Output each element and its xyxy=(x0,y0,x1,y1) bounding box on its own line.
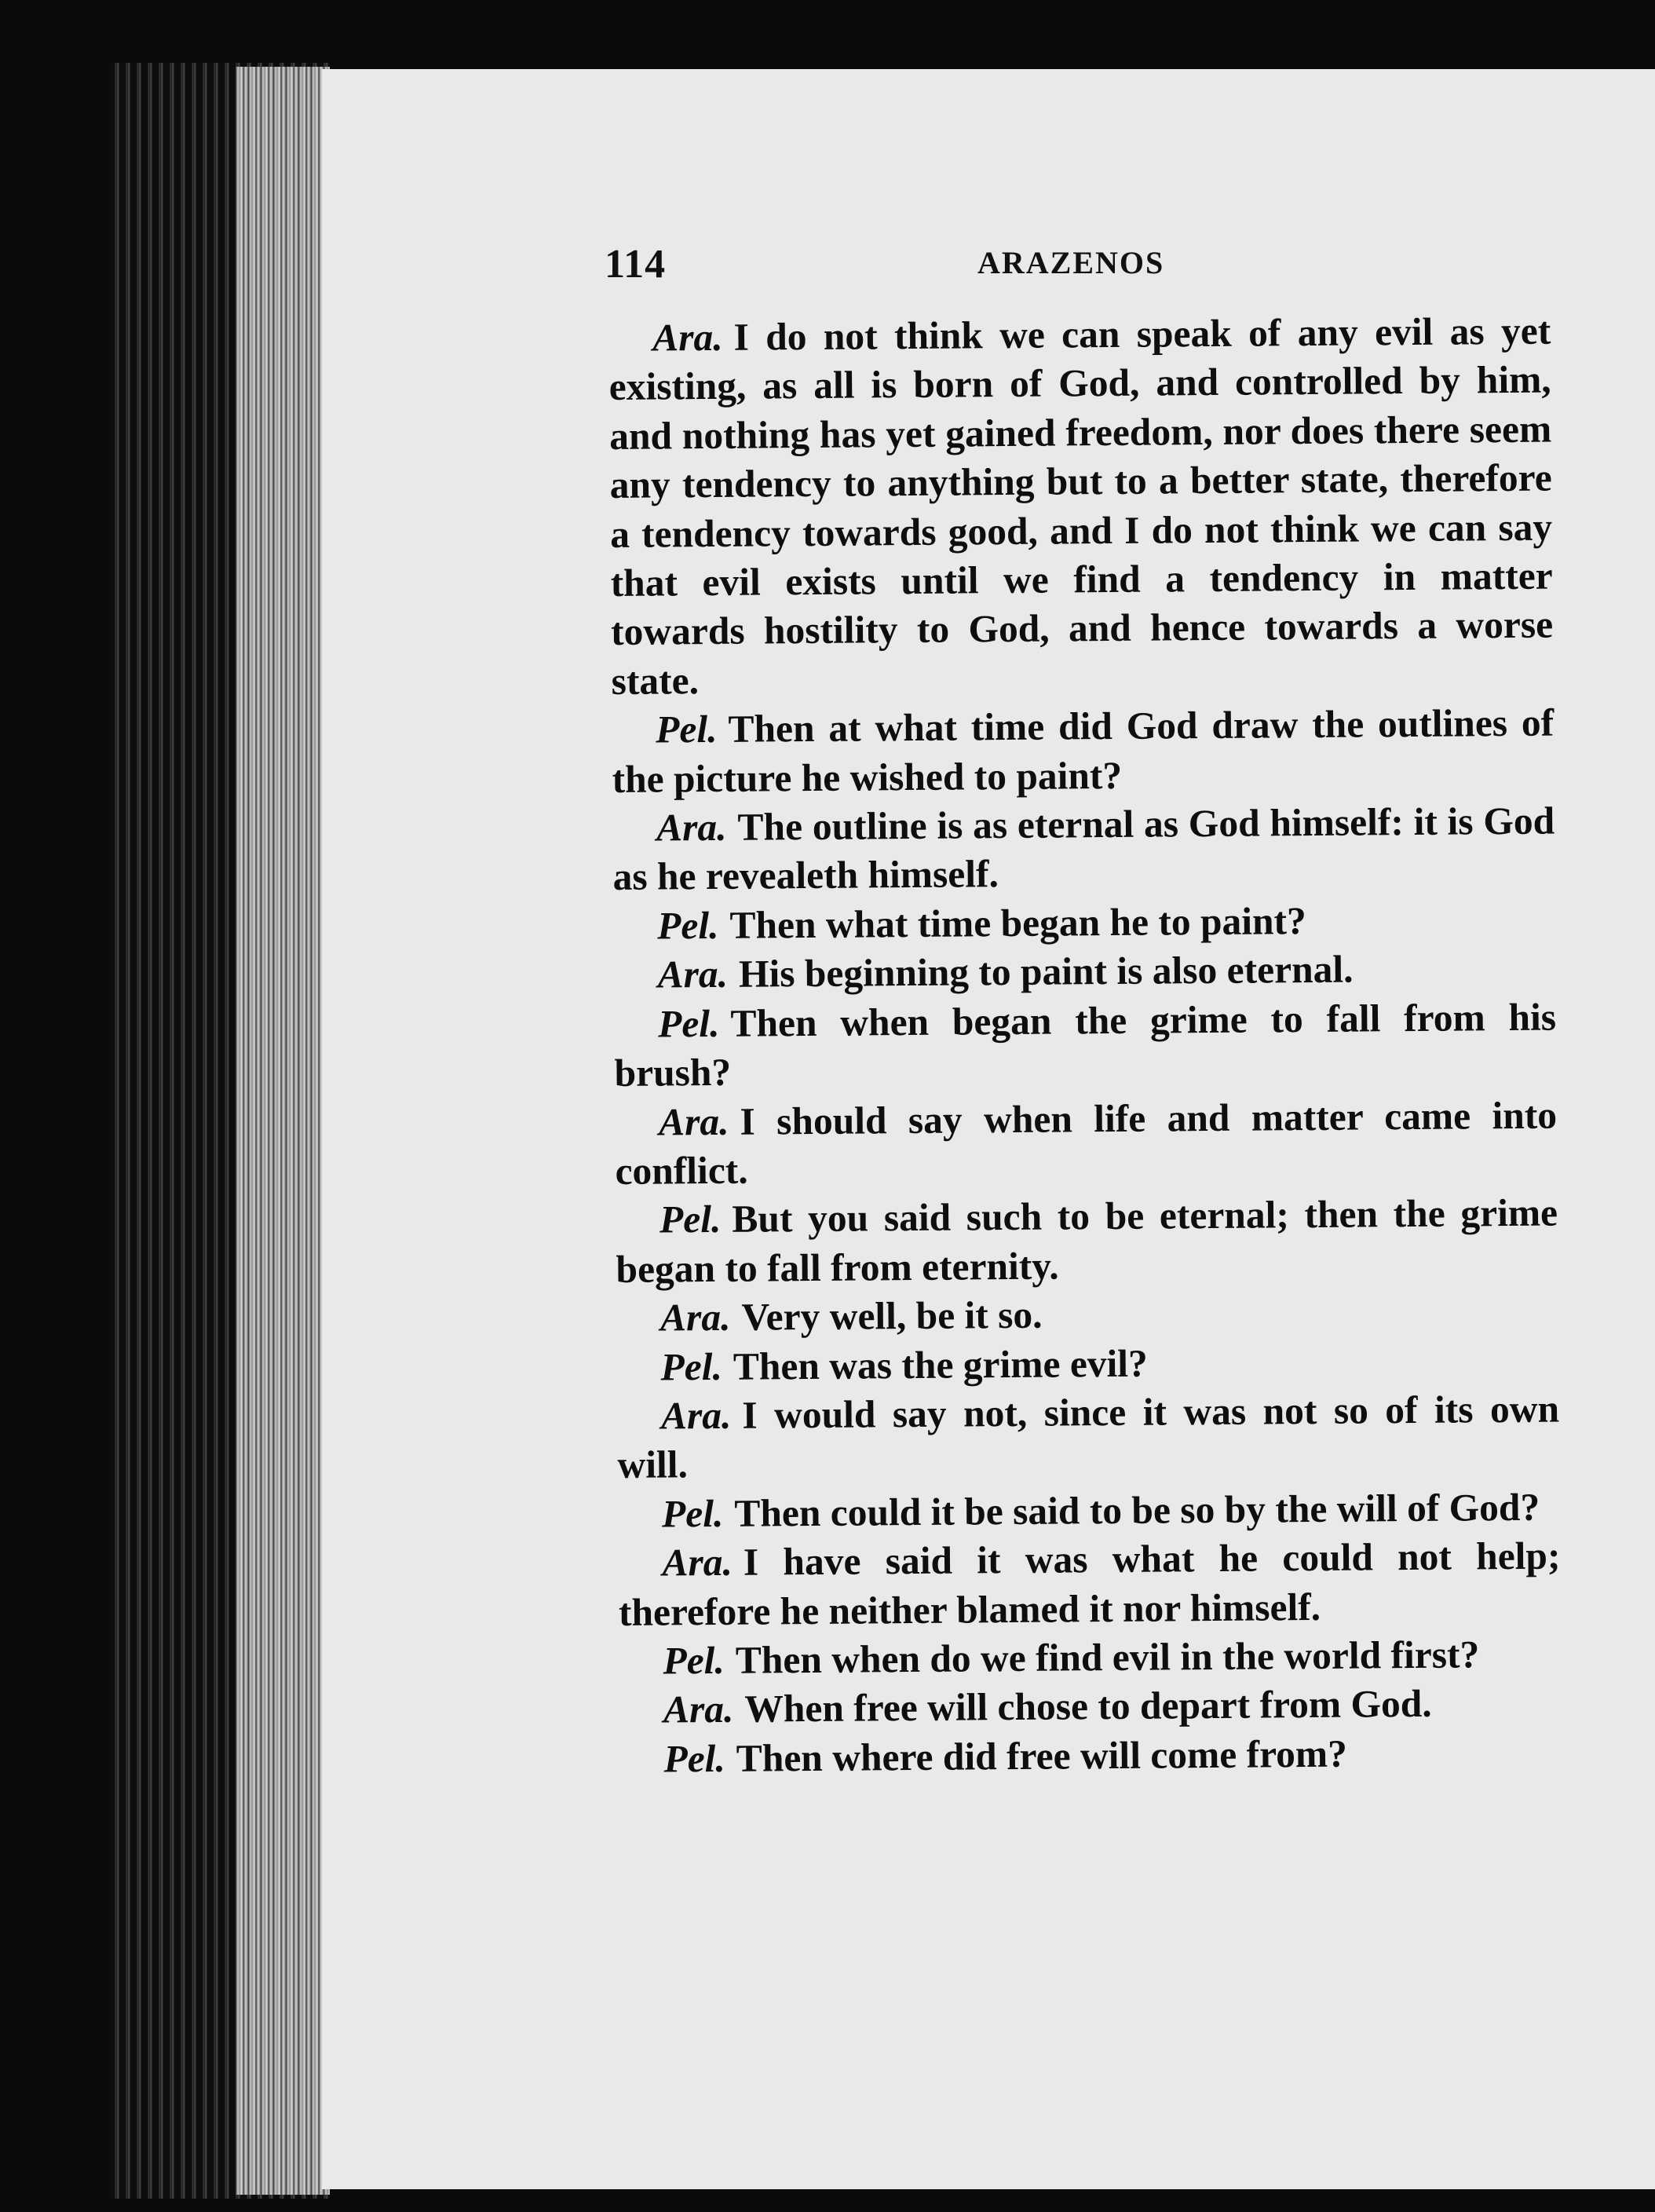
dialogue-paragraph xyxy=(615,1091,1558,1196)
dialogue-paragraph xyxy=(619,1629,1561,1686)
dialogue-paragraph xyxy=(616,1189,1558,1294)
dialogue-paragraph xyxy=(608,307,1554,707)
dialogue-paragraph xyxy=(612,797,1555,902)
speech-text: Then was the grime evil? xyxy=(733,1341,1149,1388)
speaker-label: Pel. xyxy=(661,1491,724,1536)
speaker-label: Pel. xyxy=(663,1638,725,1683)
speech-text: Then where did free will come from? xyxy=(736,1731,1348,1780)
speaker-label: Pel. xyxy=(656,903,719,948)
speaker-label: Ara. xyxy=(658,1099,729,1144)
speaker-label: Ara. xyxy=(657,952,729,996)
dialogue-paragraph xyxy=(612,699,1555,804)
page-number: 114 xyxy=(605,242,667,287)
speaker-label: Pel. xyxy=(663,1736,726,1781)
dialogue-paragraph xyxy=(614,993,1557,1098)
dialogue-paragraph xyxy=(617,1384,1560,1490)
running-head xyxy=(605,241,1562,288)
speech-text: Then could it be said to be so by the will of God? xyxy=(734,1485,1540,1535)
dialogue-paragraph xyxy=(619,1728,1562,1784)
speech-text: Then when do we find evil in the world first? xyxy=(735,1632,1480,1682)
speech-text: When free will chose to depart from God. xyxy=(744,1682,1432,1731)
dialogue-paragraph xyxy=(613,894,1555,951)
book-page-edges-inner xyxy=(236,67,330,2195)
running-title: ARAZENOS xyxy=(977,245,1165,280)
speaker-label: Ara. xyxy=(662,1540,733,1585)
speaker-label: Ara. xyxy=(660,1393,732,1438)
speaker-label: Pel. xyxy=(660,1344,723,1389)
dialogue-paragraph xyxy=(619,1679,1562,1735)
speech-text: I would say not, since it was not so of its own will. xyxy=(617,1387,1560,1487)
speech-text: His beginning to paint is also eternal. xyxy=(738,947,1354,996)
speech-text: I have said it was what he could not help; therefore he neither blamed it nor himself. xyxy=(618,1534,1561,1634)
dialogue-paragraph xyxy=(616,1336,1558,1392)
speaker-label: Pel. xyxy=(659,1197,722,1241)
speech-text: Very well, be it so. xyxy=(741,1292,1043,1339)
dialogue-paragraph xyxy=(613,944,1555,1000)
dialogue-text xyxy=(608,307,1562,1785)
speaker-label: Ara. xyxy=(652,315,723,360)
speaker-label: Ara. xyxy=(663,1687,734,1731)
speech-text: But you said such to be eternal; then the grime began to fall from eternity. xyxy=(616,1190,1558,1291)
speech-text: Then what time began he to paint? xyxy=(729,898,1306,947)
speech-text: Then when began the grime to fall from his brush? xyxy=(614,995,1557,1095)
dialogue-paragraph xyxy=(618,1483,1560,1539)
speech-text: I should say when life and matter came into conflict. xyxy=(615,1093,1558,1193)
speech-text: The outline is as eternal as God himself: it is God as he revealeth himself. xyxy=(612,799,1555,899)
speaker-label: Pel. xyxy=(655,707,718,751)
speaker-label: Ara. xyxy=(656,805,727,850)
speech-text: Then at what time did God draw the outlines of the picture he wished to paint? xyxy=(612,700,1555,801)
dialogue-paragraph xyxy=(618,1532,1561,1637)
speech-text: I do not think we can speak of any evil as yet existing, as all is born of God, and controlled by him, and nothing has yet gained freedom, nor does there seem any tendency to anything but to a better state, therefore a tendency towards good, and I do not think we can say that evil exists until we find a tendency in matter towards hostility to God, and hence towards a worse state. xyxy=(608,309,1554,703)
dialogue-paragraph xyxy=(616,1287,1558,1344)
speaker-label: Ara. xyxy=(659,1295,731,1340)
speaker-label: Pel. xyxy=(657,1001,720,1046)
